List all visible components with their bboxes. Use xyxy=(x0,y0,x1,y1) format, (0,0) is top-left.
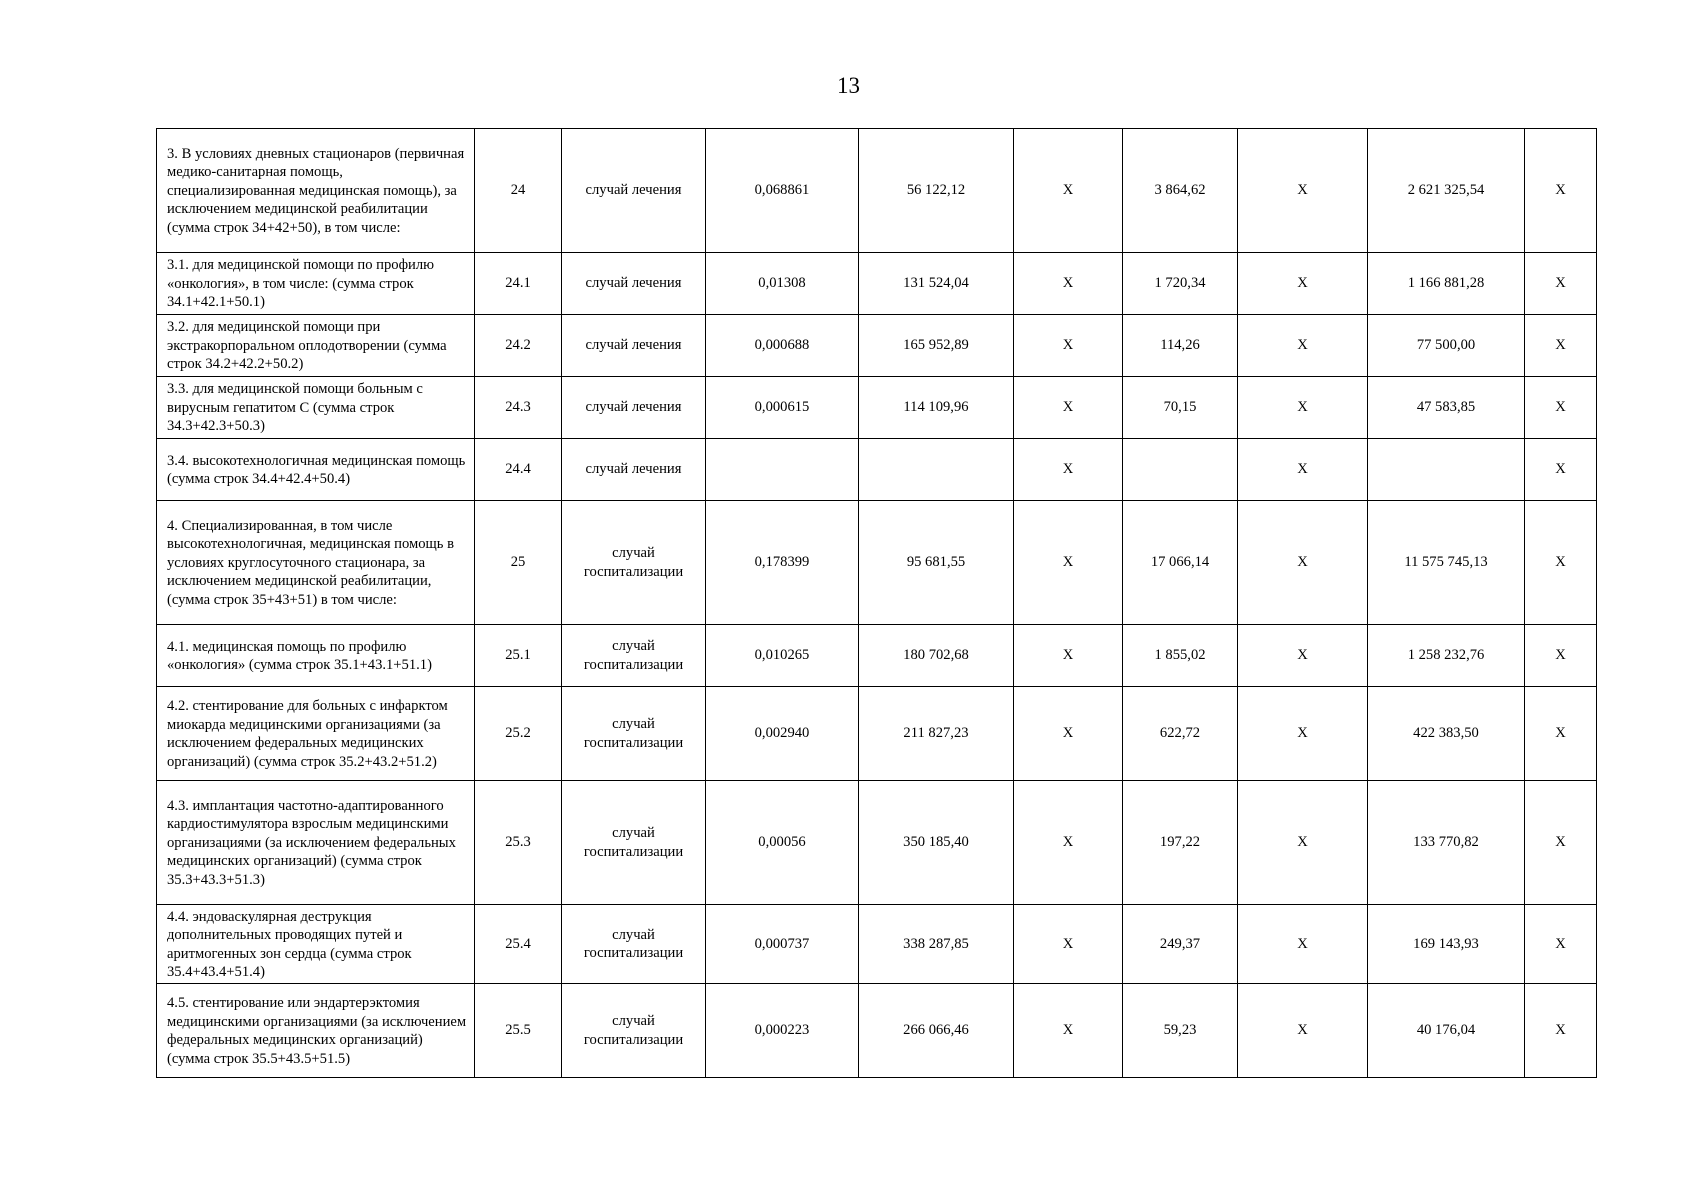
row-code: 24.2 xyxy=(475,315,562,377)
row-col9: 422 383,50 xyxy=(1368,687,1525,781)
table-row xyxy=(157,315,1597,377)
row-code: 25.5 xyxy=(475,984,562,1078)
row-norm: 0,000223 xyxy=(706,984,859,1078)
table-row xyxy=(157,625,1597,687)
row-code: 24.3 xyxy=(475,377,562,439)
row-col7: 249,37 xyxy=(1123,905,1238,984)
row-code: 25.3 xyxy=(475,781,562,905)
row-cost: 211 827,23 xyxy=(859,687,1014,781)
row-col8: Х xyxy=(1238,625,1368,687)
row-col7: 17 066,14 xyxy=(1123,501,1238,625)
row-name: 4.2. стентирование для больных с инфарктом миокарда медицинскими организациями (за исключением федеральных медицинских организаций) (сумма строк 35.2+43.2+51.2) xyxy=(157,687,475,781)
page-number: 13 xyxy=(837,73,860,98)
row-col7: 59,23 xyxy=(1123,984,1238,1078)
row-code: 25.4 xyxy=(475,905,562,984)
row-name: 4.1. медицинская помощь по профилю «онкология» (сумма строк 35.1+43.1+51.1) xyxy=(157,625,475,687)
row-col8: Х xyxy=(1238,984,1368,1078)
data-table xyxy=(156,128,1597,1078)
row-name: 3.4. высокотехнологичная медицинская помощь (сумма строк 34.4+42.4+50.4) xyxy=(157,439,475,501)
row-unit: случай госпитализации xyxy=(562,781,706,905)
table-row xyxy=(157,253,1597,315)
row-col7: 622,72 xyxy=(1123,687,1238,781)
row-cost: 56 122,12 xyxy=(859,129,1014,253)
row-norm: 0,00056 xyxy=(706,781,859,905)
table-row xyxy=(157,781,1597,905)
row-norm: 0,178399 xyxy=(706,501,859,625)
row-cost: 350 185,40 xyxy=(859,781,1014,905)
row-code: 24 xyxy=(475,129,562,253)
row-name: 3.1. для медицинской помощи по профилю «онкология», в том числе: (сумма строк 34.1+42.1+50.1) xyxy=(157,253,475,315)
row-col7: 70,15 xyxy=(1123,377,1238,439)
row-col9: 1 258 232,76 xyxy=(1368,625,1525,687)
row-col10: Х xyxy=(1525,315,1597,377)
row-col6: Х xyxy=(1014,315,1123,377)
row-col6: Х xyxy=(1014,129,1123,253)
row-cost: 95 681,55 xyxy=(859,501,1014,625)
row-norm: 0,010265 xyxy=(706,625,859,687)
row-col6: Х xyxy=(1014,253,1123,315)
table-row xyxy=(157,129,1597,253)
row-col7: 1 720,34 xyxy=(1123,253,1238,315)
row-col8: Х xyxy=(1238,129,1368,253)
row-col6: Х xyxy=(1014,439,1123,501)
row-col10: Х xyxy=(1525,687,1597,781)
row-col10: Х xyxy=(1525,984,1597,1078)
row-col8: Х xyxy=(1238,439,1368,501)
row-col10: Х xyxy=(1525,129,1597,253)
table-row xyxy=(157,501,1597,625)
row-norm: 0,000615 xyxy=(706,377,859,439)
row-name: 3.3. для медицинской помощи больным с вирусным гепатитом С (сумма строк 34.3+42.3+50.3) xyxy=(157,377,475,439)
row-col9: 2 621 325,54 xyxy=(1368,129,1525,253)
row-col9: 169 143,93 xyxy=(1368,905,1525,984)
row-col9: 11 575 745,13 xyxy=(1368,501,1525,625)
row-col8: Х xyxy=(1238,315,1368,377)
row-col9: 47 583,85 xyxy=(1368,377,1525,439)
row-col10: Х xyxy=(1525,781,1597,905)
table-row xyxy=(157,439,1597,501)
row-col9: 133 770,82 xyxy=(1368,781,1525,905)
row-col9: 1 166 881,28 xyxy=(1368,253,1525,315)
row-col6: Х xyxy=(1014,781,1123,905)
row-unit: случай лечения xyxy=(562,315,706,377)
row-col8: Х xyxy=(1238,377,1368,439)
row-col8: Х xyxy=(1238,905,1368,984)
row-col8: Х xyxy=(1238,687,1368,781)
row-col8: Х xyxy=(1238,501,1368,625)
row-col10: Х xyxy=(1525,905,1597,984)
row-name: 4.3. имплантация частотно-адаптированного кардиостимулятора взрослым медицинскими организациями (за исключением федеральных медицинских организаций) (сумма строк 35.3+43.3+51.3) xyxy=(157,781,475,905)
row-col8: Х xyxy=(1238,253,1368,315)
row-norm: 0,01308 xyxy=(706,253,859,315)
row-cost: 266 066,46 xyxy=(859,984,1014,1078)
row-code: 25.1 xyxy=(475,625,562,687)
table-row xyxy=(157,984,1597,1078)
row-cost: 180 702,68 xyxy=(859,625,1014,687)
row-col6: Х xyxy=(1014,984,1123,1078)
row-col6: Х xyxy=(1014,905,1123,984)
row-col10: Х xyxy=(1525,439,1597,501)
row-norm: 0,068861 xyxy=(706,129,859,253)
row-unit: случай лечения xyxy=(562,129,706,253)
row-unit: случай лечения xyxy=(562,253,706,315)
row-col10: Х xyxy=(1525,501,1597,625)
row-norm: 0,002940 xyxy=(706,687,859,781)
row-name: 4.4. эндоваскулярная деструкция дополнительных проводящих путей и аритмогенных зон сердца (сумма строк 35.4+43.4+51.4) xyxy=(157,905,475,984)
row-col7: 3 864,62 xyxy=(1123,129,1238,253)
row-col6: Х xyxy=(1014,377,1123,439)
row-col9: 77 500,00 xyxy=(1368,315,1525,377)
table-row xyxy=(157,905,1597,984)
row-cost: 165 952,89 xyxy=(859,315,1014,377)
row-col7: 197,22 xyxy=(1123,781,1238,905)
row-name: 4.5. стентирование или эндартерэктомия медицинскими организациями (за исключением федеральных медицинских организаций) (сумма строк 35.5+43.5+51.5) xyxy=(157,984,475,1078)
row-name: 4. Специализированная, в том числе высокотехнологичная, медицинская помощь в условиях круглосуточного стационара, за исключением медицинской реабилитации, (сумма строк 35+43+51) в том числе: xyxy=(157,501,475,625)
row-col6: Х xyxy=(1014,625,1123,687)
row-norm: 0,000737 xyxy=(706,905,859,984)
row-cost xyxy=(859,439,1014,501)
row-col7: 1 855,02 xyxy=(1123,625,1238,687)
row-name: 3. В условиях дневных стационаров (первичная медико-санитарная помощь, специализированная медицинская помощь), за исключением медицинской реабилитации (сумма строк 34+42+50), в том числе: xyxy=(157,129,475,253)
row-norm xyxy=(706,439,859,501)
row-code: 24.1 xyxy=(475,253,562,315)
row-col6: Х xyxy=(1014,501,1123,625)
row-col10: Х xyxy=(1525,625,1597,687)
row-unit: случай госпитализации xyxy=(562,687,706,781)
row-col10: Х xyxy=(1525,253,1597,315)
table-row xyxy=(157,687,1597,781)
row-code: 25 xyxy=(475,501,562,625)
row-unit: случай госпитализации xyxy=(562,905,706,984)
row-col6: Х xyxy=(1014,687,1123,781)
row-code: 24.4 xyxy=(475,439,562,501)
row-col7 xyxy=(1123,439,1238,501)
row-unit: случай госпитализации xyxy=(562,625,706,687)
row-col8: Х xyxy=(1238,781,1368,905)
row-name: 3.2. для медицинской помощи при экстракорпоральном оплодотворении (сумма строк 34.2+42.2+50.2) xyxy=(157,315,475,377)
row-unit: случай лечения xyxy=(562,377,706,439)
row-unit: случай госпитализации xyxy=(562,984,706,1078)
row-cost: 131 524,04 xyxy=(859,253,1014,315)
row-col7: 114,26 xyxy=(1123,315,1238,377)
row-code: 25.2 xyxy=(475,687,562,781)
row-unit: случай госпитализации xyxy=(562,501,706,625)
row-col9: 40 176,04 xyxy=(1368,984,1525,1078)
row-col9 xyxy=(1368,439,1525,501)
table-row xyxy=(157,377,1597,439)
row-col10: Х xyxy=(1525,377,1597,439)
row-norm: 0,000688 xyxy=(706,315,859,377)
row-cost: 338 287,85 xyxy=(859,905,1014,984)
row-cost: 114 109,96 xyxy=(859,377,1014,439)
row-unit: случай лечения xyxy=(562,439,706,501)
